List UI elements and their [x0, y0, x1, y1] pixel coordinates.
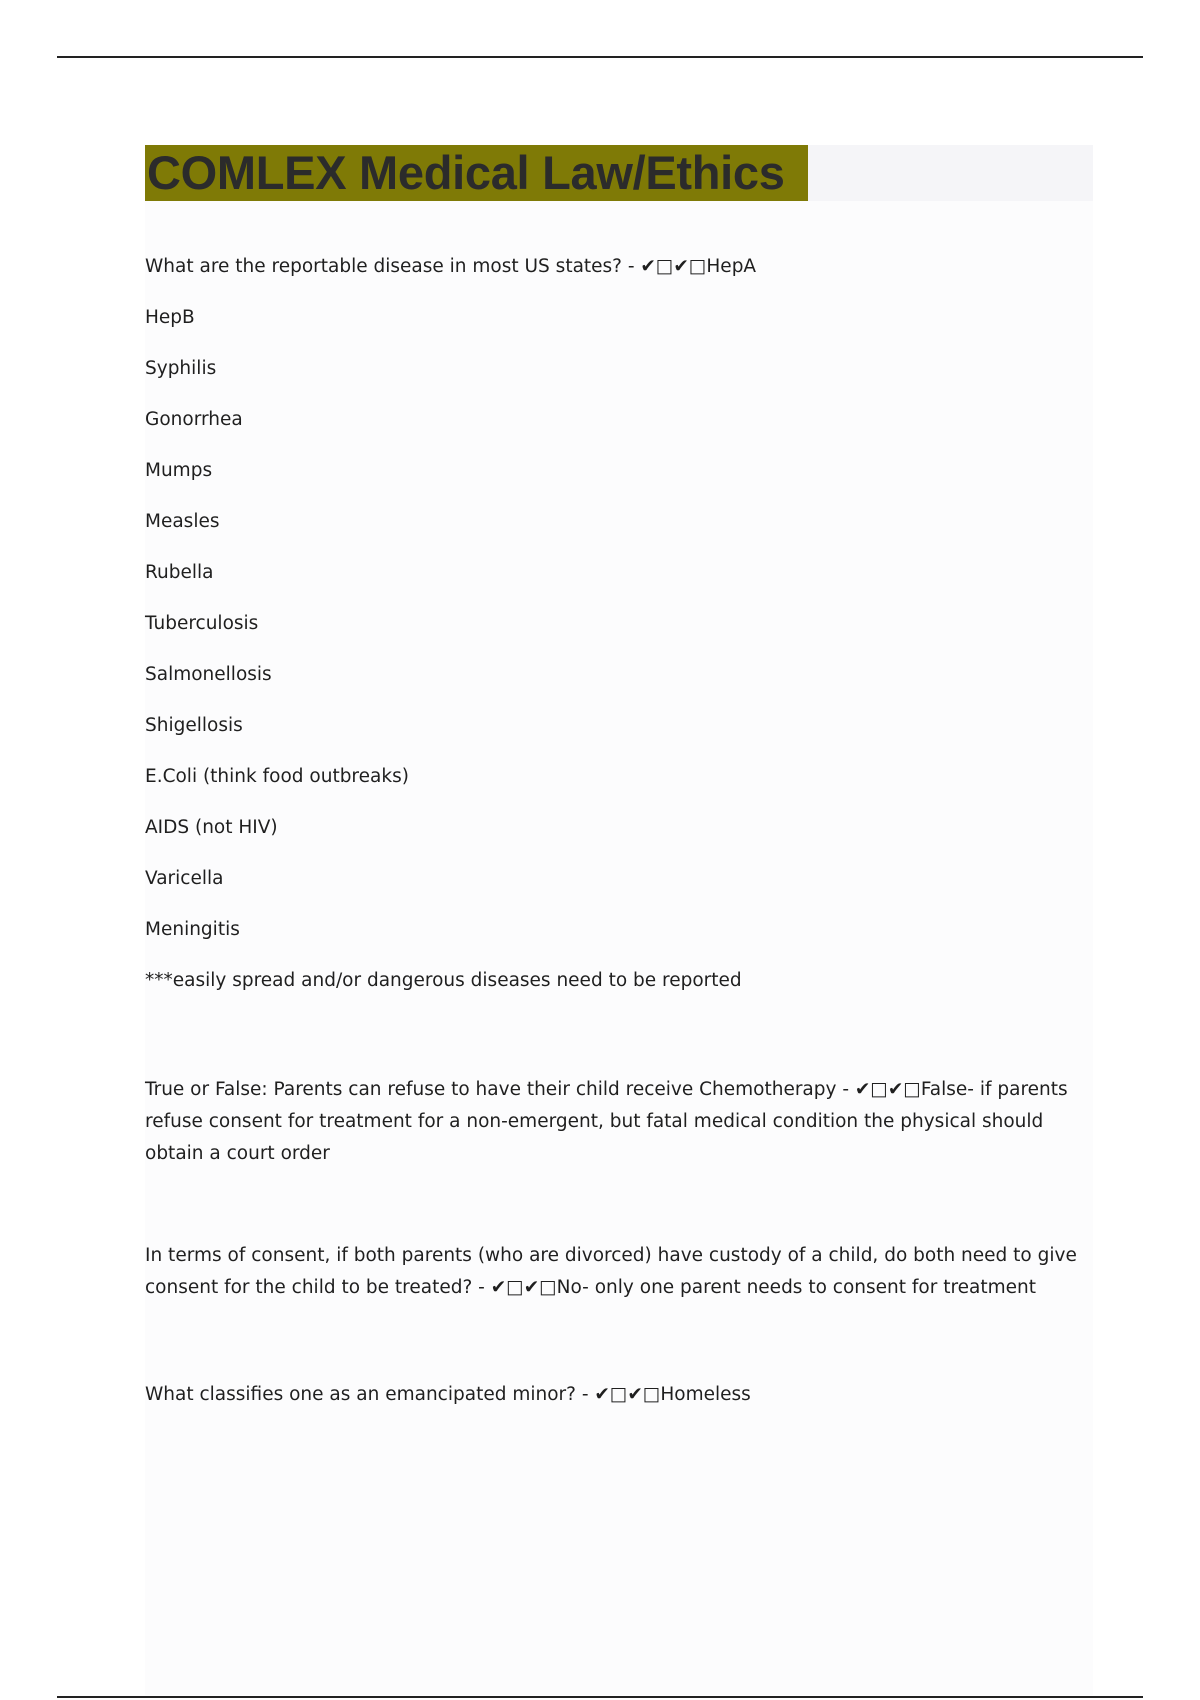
- answer-line: Gonorrhea: [145, 409, 243, 430]
- answer-line: Meningitis: [145, 919, 240, 940]
- document-title: COMLEX Medical Law/Ethics: [147, 146, 785, 199]
- question-divorced-consent: In terms of consent, if both parents (who are divorced) have custody of a child, do both need to give consent for the child to be treated? - ✔□✔□No- only one parent needs to consent for treatment: [145, 1245, 1077, 1298]
- question-reportable-diseases: What are the reportable disease in most US states? - ✔□✔□HepA: [145, 256, 757, 277]
- answer-line: Measles: [145, 511, 220, 532]
- answer-line: AIDS (not HIV): [145, 817, 278, 838]
- question-chemotherapy: True or False: Parents can refuse to have their child receive Chemotherapy - ✔□✔□False- if parents refuse consent for treatment for a non-emergent, but fatal medical condition the physical should obtain a court order: [145, 1079, 1068, 1164]
- answer-line: Rubella: [145, 562, 214, 583]
- answer-line: Salmonellosis: [145, 664, 272, 685]
- answer-line: Syphilis: [145, 358, 217, 379]
- answer-line: Tuberculosis: [145, 613, 259, 634]
- answer-line: Shigellosis: [145, 715, 243, 736]
- answer-line: Varicella: [145, 868, 224, 889]
- header-rule: [57, 56, 1143, 58]
- question-emancipated-minor: What classifies one as an emancipated minor? - ✔□✔□Homeless: [145, 1384, 751, 1405]
- answer-line: E.Coli (think food outbreaks): [145, 766, 409, 787]
- footer-rule: [57, 1696, 1143, 1698]
- answer-line: HepB: [145, 307, 195, 328]
- content-area: [145, 145, 1093, 1695]
- note-line: ***easily spread and/or dangerous diseases need to be reported: [145, 970, 742, 991]
- answer-line: Mumps: [145, 460, 213, 481]
